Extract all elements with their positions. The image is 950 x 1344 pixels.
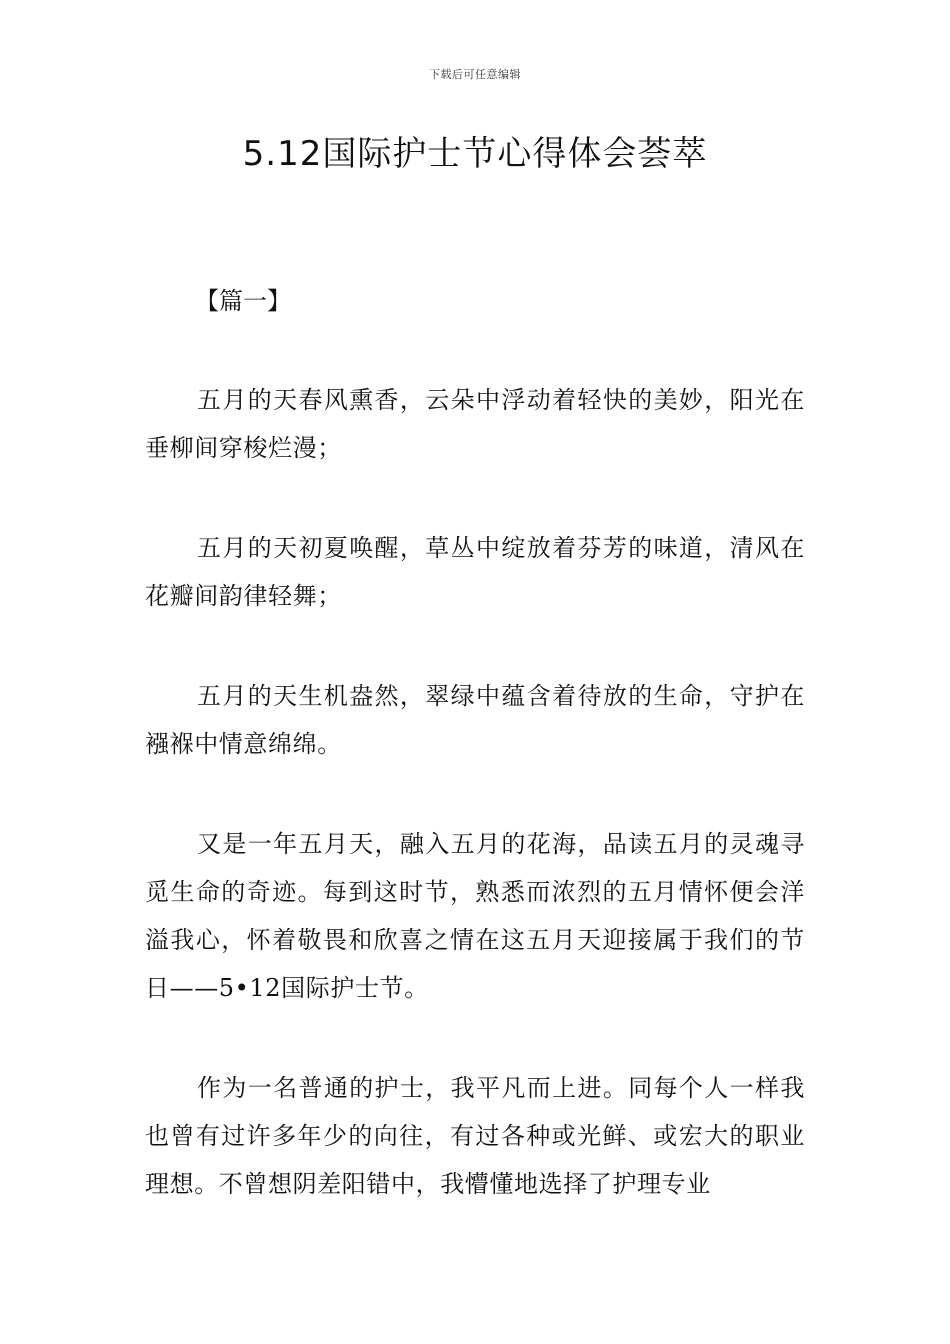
paragraph-2: 五月的天初夏唤醒，草丛中绽放着芬芳的味道，清风在花瓣间韵律轻舞；: [145, 534, 805, 610]
paragraph-3: 五月的天生机盎然，翠绿中蕴含着待放的生命，守护在襁褓中情意绵绵。: [145, 682, 805, 758]
paragraph-4: 又是一年五月天，融入五月的花海，品读五月的灵魂寻觅生命的奇迹。每到这时节，熟悉而浓烈的五月情怀便会洋溢我心，怀着敬畏和欣喜之情在这五月天迎接属于我们的节日——5•12国际护士节。: [145, 830, 805, 1002]
section-heading: 【篇一】: [195, 287, 291, 315]
paragraph-1: 五月的天春风熏香，云朵中浮动着轻快的美妙，阳光在垂柳间穿梭烂漫；: [145, 386, 805, 462]
document-title: 5.12国际护士节心得体会荟萃: [242, 134, 708, 174]
body-text: [145, 376, 805, 1260]
paragraph-5: 作为一名普通的护士，我平凡而上进。同每个人一样我也曾有过许多年少的向往，有过各种或光鲜、或宏大的职业理想。不曾想阴差阳错中，我懵懂地选择了护理专业: [145, 1074, 805, 1198]
header-note: 下载后可任意编辑: [429, 68, 521, 81]
